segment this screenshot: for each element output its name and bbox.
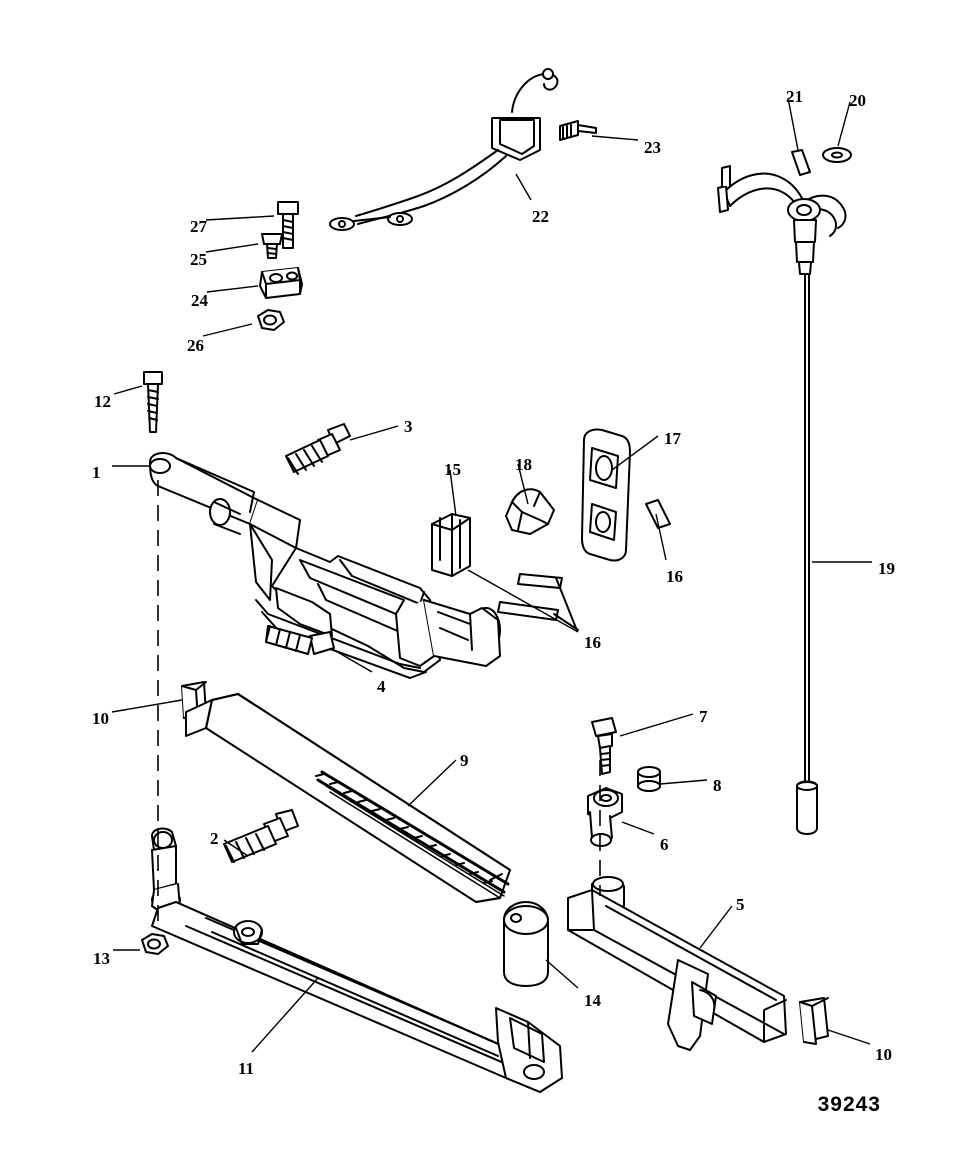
part-12-bolt [144, 372, 162, 432]
part-10b-pad [800, 998, 828, 1044]
leader-line-24 [207, 286, 258, 292]
part-26-nut [258, 310, 284, 330]
leader-line-14 [546, 960, 578, 988]
part-13-nut [142, 934, 168, 954]
callout-15: 15 [444, 460, 461, 479]
drawing-number: 39243 [817, 1093, 881, 1116]
callout-21: 21 [786, 87, 803, 106]
part-24-clamp [260, 268, 302, 298]
callout-20: 20 [849, 91, 866, 110]
leader-line-23 [592, 136, 638, 140]
leader-line-8 [660, 780, 707, 784]
callout-25: 25 [190, 250, 207, 269]
part-6-link [588, 788, 622, 846]
callout-11: 11 [238, 1059, 255, 1078]
callout-24: 24 [191, 291, 208, 310]
part-25-screw [262, 234, 282, 258]
leader-line-25 [206, 244, 258, 252]
callout-12: 12 [94, 392, 111, 411]
callout-14: 14 [584, 991, 601, 1010]
callout-9: 9 [460, 751, 469, 770]
callout-18: 18 [515, 455, 532, 474]
callout-27: 27 [190, 217, 207, 236]
callout-13: 13 [93, 949, 110, 968]
part-22-wire-harness [330, 69, 558, 230]
leader-lines [112, 98, 872, 1052]
part-7-bolt [592, 718, 616, 774]
callout-22: 22 [532, 207, 549, 226]
leader-line-3 [350, 426, 398, 440]
callout-16a: 16 [666, 567, 683, 586]
part-14-cap [504, 902, 548, 986]
leader-line-12 [114, 386, 142, 394]
callout-19: 19 [878, 559, 895, 578]
part-20-washer [823, 148, 851, 162]
leader-line-6 [622, 822, 654, 834]
callout-5: 5 [736, 895, 745, 914]
part-18-lever [506, 489, 554, 534]
part-15-bracket [432, 514, 470, 576]
leader-line-4 [334, 650, 372, 672]
part-9-rail [186, 694, 510, 902]
callout-3: 3 [404, 417, 413, 436]
part-21-roll-pin [792, 150, 810, 175]
callout-23: 23 [644, 138, 661, 157]
leader-line-5 [700, 906, 732, 948]
callout-2: 2 [210, 829, 219, 848]
callout-10b: 10 [875, 1045, 892, 1064]
part-23-screw [560, 121, 596, 140]
part-3-bolt [286, 424, 350, 474]
part-17-plate [582, 429, 630, 560]
leader-line-9 [408, 760, 456, 806]
callout-8: 8 [713, 776, 722, 795]
callout-7: 7 [699, 707, 708, 726]
callout-4: 4 [377, 677, 386, 696]
callout-17: 17 [664, 429, 681, 448]
callout-26: 26 [187, 336, 204, 355]
callout-6: 6 [660, 835, 669, 854]
part-8-washer [638, 767, 660, 791]
leader-line-7 [620, 714, 693, 736]
leader-line-11 [252, 978, 318, 1052]
callout-16b: 16 [584, 633, 601, 652]
callout-10a: 10 [92, 709, 109, 728]
leader-line-22 [516, 174, 531, 200]
leader-line-26 [203, 324, 252, 336]
part-5-support-bracket [568, 877, 786, 1050]
callout-1: 1 [92, 463, 101, 482]
part-19-steering-cable-assembly [718, 166, 845, 834]
part-2-bolt [224, 810, 298, 862]
leader-line-10a [112, 700, 182, 712]
leader-line-10b [828, 1030, 870, 1044]
leader-line-27 [206, 216, 274, 220]
